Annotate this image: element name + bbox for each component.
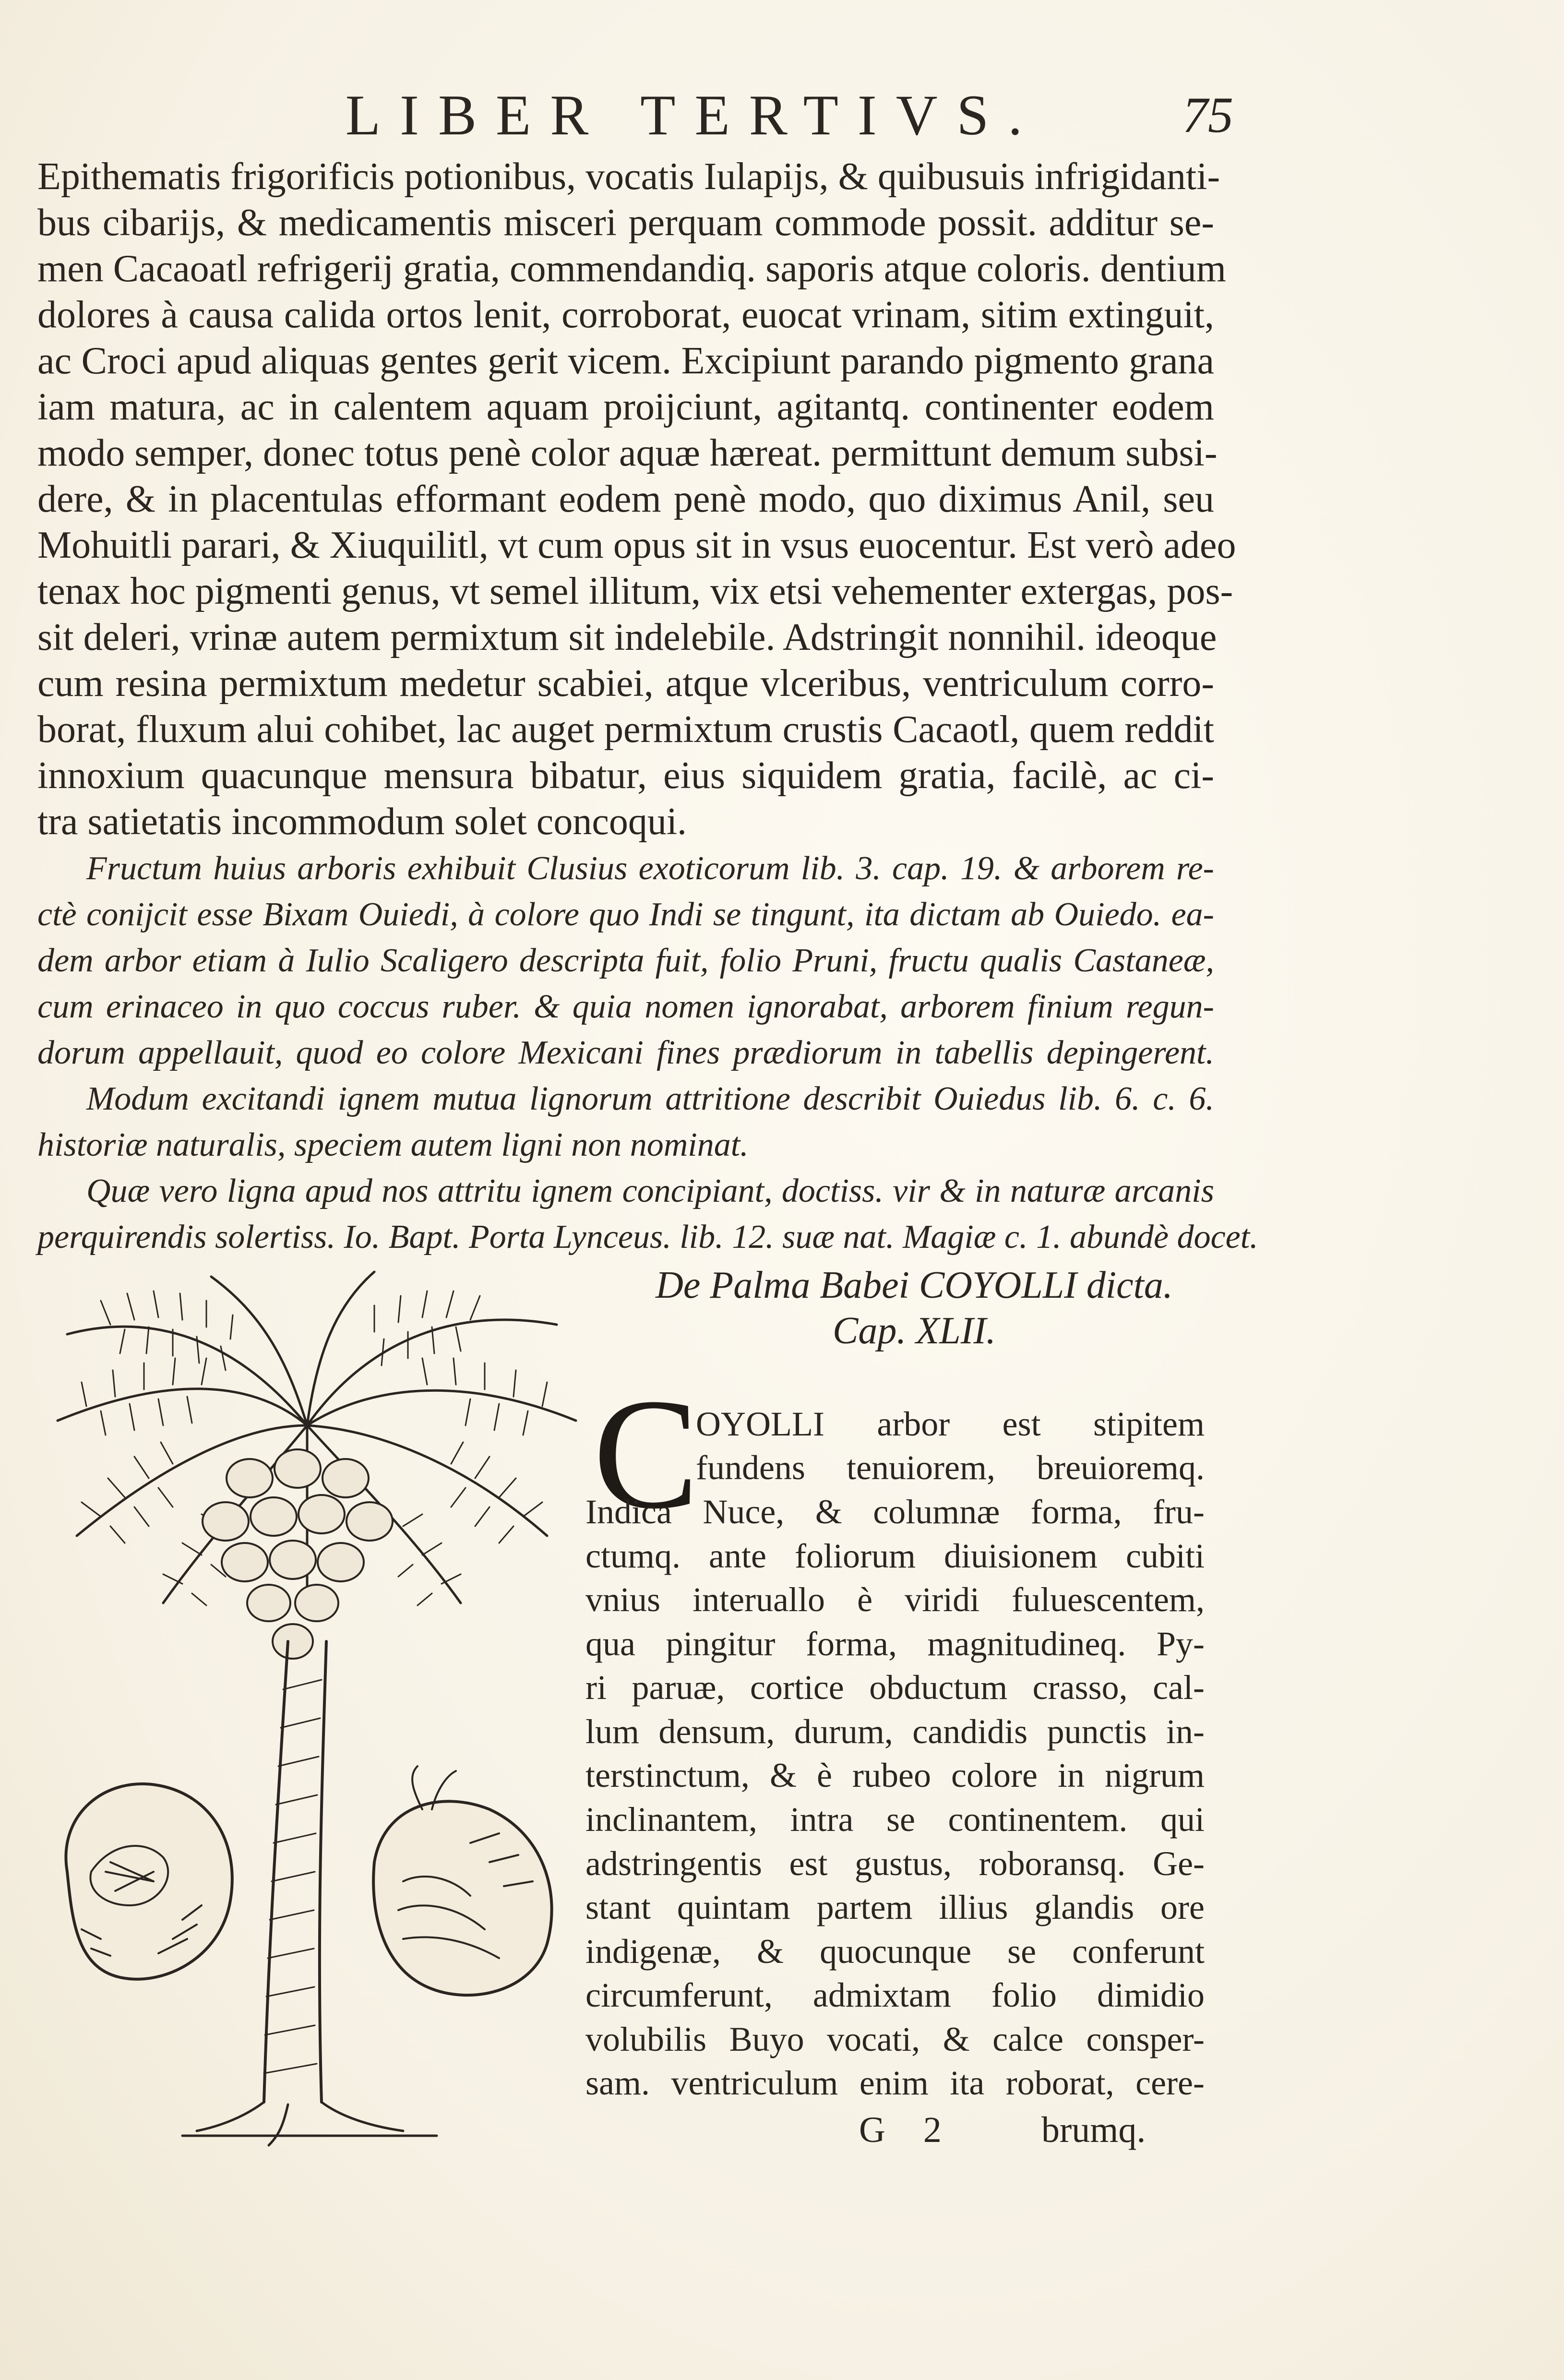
column-line: stant quintam partem illius glandis ore	[585, 1888, 1205, 1926]
column-line: ri paruæ, cortice obductum crasso, cal-	[585, 1668, 1205, 1707]
body-line: dere, & in placentulas efformant eodem penè modo, quo diximus Anil, seu	[37, 478, 1214, 520]
column-line: ctumq. ante foliorum diuisionem cubiti	[585, 1537, 1205, 1575]
chapter-number: Cap. XLII.	[833, 1310, 996, 1352]
body-line: innoxium quacunque mensura bibatur, eius siquidem gratia, facilè, ac ci-	[37, 754, 1214, 797]
body-line: borat, fluxum alui cohibet, lac auget permixtum crustis Cacaotl, quem reddit	[37, 708, 1214, 751]
body-line: Mohuitli parari, & Xiuquilitl, vt cum opus sit in vsus euocentur. Est verò adeo	[37, 524, 1236, 566]
running-head: LIBER TERTIVS.	[345, 83, 1042, 147]
column-line: lum densum, durum, candidis punctis in-	[585, 1712, 1205, 1751]
column-line: volubilis Buyo vocati, & calce consper-	[585, 2020, 1205, 2058]
page-header	[250, 82, 1233, 149]
chapter-title: De Palma Babei COYOLLI dicta.	[656, 1264, 1173, 1306]
body-line: sit deleri, vrinæ autem permixtum sit indelebile. Adstringit nonnihil. ideoque	[37, 616, 1217, 658]
body-line: dolores à causa calida ortos lenit, corroborat, euocat vrinam, sitim extinguit,	[37, 294, 1214, 336]
column-line: inclinantem, intra se continentem. qui	[585, 1800, 1205, 1839]
body-line: modo semper, donec totus penè color aquæ hæreat. permittunt demum subsi-	[37, 432, 1218, 474]
note-line: Fructum huius arboris exhibuit Clusius exoticorum lib. 3. cap. 19. & arborem re-	[86, 850, 1214, 887]
note-line: ctè conijcit esse Bixam Ouiedi, à colore quo Indi se tingunt, ita dictam ab Ouiedo. ea-	[37, 896, 1214, 933]
note-line: Quæ vero ligna apud nos attritu ignem concipiant, doctiss. vir & in naturæ arcanis	[86, 1172, 1214, 1209]
column-line: vnius interuallo è viridi fuluescentem,	[585, 1580, 1205, 1619]
drop-cap: C	[593, 1366, 699, 1542]
column-line: Indica Nuce, & columnæ forma, fru-	[585, 1493, 1205, 1531]
column-line: fundens tenuiorem, breuioremq.	[696, 1448, 1205, 1487]
body-line: cum resina permixtum medetur scabiei, atque vlceribus, ventriculum corro-	[37, 662, 1214, 705]
page-number: 75	[1182, 87, 1233, 143]
body-line: Epithematis frigorificis potionibus, vocatis Iulapijs, & quibusuis infrigidanti-	[37, 155, 1220, 198]
column-line: adstringentis est gustus, roboransq. Ge-	[585, 1844, 1205, 1883]
body-line: iam matura, ac in calentem aquam proijciunt, agitantq. continenter eodem	[37, 386, 1214, 428]
column-line: sam. ventriculum enim ita roborat, cere-	[585, 2064, 1205, 2102]
note-line: perquirendis solertiss. Io. Bapt. Porta Lynceus. lib. 12. suæ nat. Magiæ c. 1. abundè docet.	[37, 1219, 1258, 1256]
column-line: OYOLLI arbor est stipitem	[696, 1405, 1205, 1443]
column-line: indigenæ, & quocunque se conferunt	[585, 1932, 1205, 1971]
note-line: dem arbor etiam à Iulio Scaligero descripta fuit, folio Pruni, fructu qualis Castaneæ,	[37, 942, 1214, 979]
note-line: historiæ naturalis, speciem autem ligni non nominat.	[37, 1126, 749, 1163]
palm-tree-woodcut-icon	[38, 1267, 585, 2160]
note-line: cum erinaceo in quo coccus ruber. & quia nomen ignorabat, arborem finium regun-	[37, 988, 1214, 1025]
column-line: circumferunt, admixtam folio dimidio	[585, 1976, 1205, 2014]
body-line: ac Croci apud aliquas gentes gerit vicem. Excipiunt parando pigmento grana	[37, 340, 1214, 382]
body-line: tenax hoc pigmenti genus, vt semel illitum, vix etsi vehementer extergas, pos-	[37, 570, 1233, 612]
note-line: Modum excitandi ignem mutua lignorum attritione describit Ouiedus lib. 6. c. 6.	[86, 1080, 1214, 1117]
column-line: terstinctum, & è rubeo colore in nigrum	[585, 1756, 1205, 1794]
body-line: tra satietatis incommodum solet concoqui.	[37, 801, 687, 843]
body-line: men Cacaoatl refrigerij gratia, commendandiq. saporis atque coloris. dentium	[37, 248, 1226, 290]
body-line: bus cibarijs, & medicamentis misceri perquam commode possit. additur se-	[37, 202, 1214, 244]
note-line: dorum appellauit, quod eo colore Mexicani fines prædiorum in tabellis depingerent.	[37, 1034, 1214, 1071]
signature-mark: G 2	[859, 2110, 956, 2150]
column-line: qua pingitur forma, magnitudineq. Py-	[585, 1625, 1205, 1663]
catchword: brumq.	[1041, 2110, 1146, 2150]
